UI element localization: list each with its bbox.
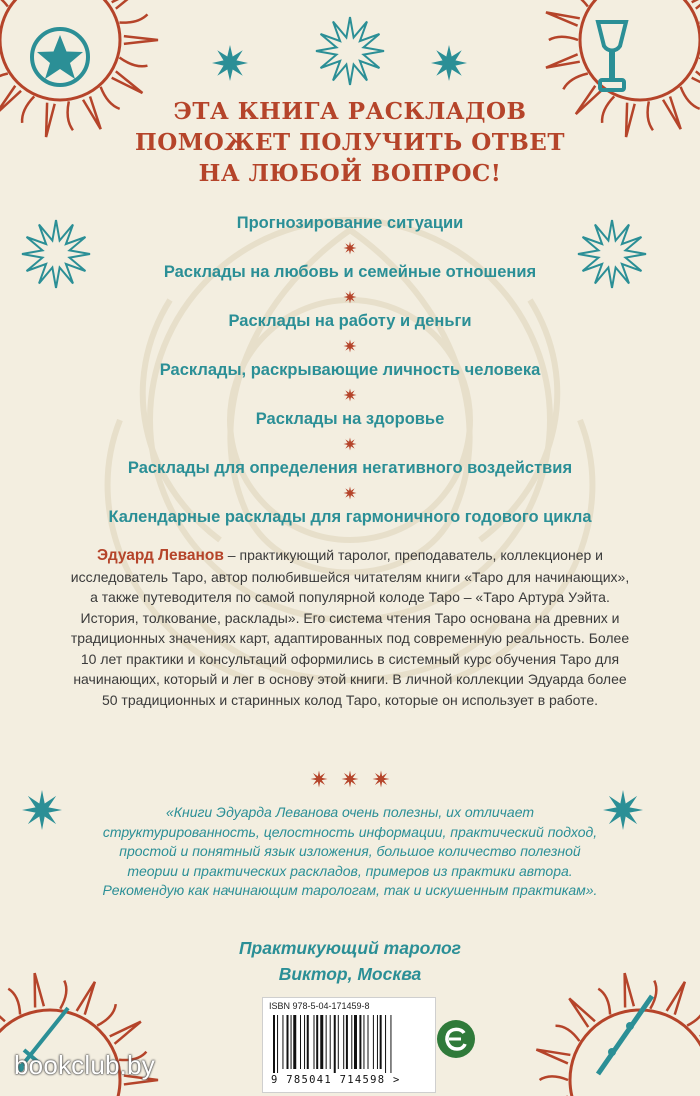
topic-item: Расклады для определения негативного воздействия	[127, 459, 573, 477]
topics-list	[0, 209, 700, 531]
topic-item: Расклады, раскрывающие личность человека	[159, 361, 541, 379]
isbn-label: ISBN 978-5-04-171459-8	[269, 1001, 370, 1011]
separator-star-icon	[0, 433, 700, 454]
separator-star-icon	[0, 237, 700, 258]
eksmo-logo-icon	[436, 1019, 476, 1059]
star-icon	[341, 770, 359, 788]
heading-line-3: НА ЛЮБОЙ ВОПРОС!	[198, 160, 502, 187]
cover-heading	[0, 96, 700, 189]
star-icon	[372, 770, 390, 788]
watermark: bookclub.by	[14, 1050, 155, 1080]
star-icon	[21, 789, 63, 831]
separator-star-icon	[0, 384, 700, 405]
review-author-name: Виктор, Москва	[278, 964, 422, 984]
star-outline-icon	[312, 13, 388, 89]
separator-star-icon	[0, 482, 700, 503]
pentacle-icon	[26, 23, 94, 91]
star-icon	[211, 44, 249, 82]
isbn-barcode-box	[262, 997, 436, 1093]
star-icon	[310, 770, 328, 788]
star-icon	[602, 789, 644, 831]
separator-star-icon	[0, 335, 700, 356]
topic-item: Прогнозирование ситуации	[236, 214, 464, 232]
topic-item: Календарные расклады для гармоничного годового цикла	[108, 508, 592, 526]
topic-item: Расклады на любовь и семейные отношения	[163, 263, 537, 281]
separator-star-icon	[0, 286, 700, 307]
barcode-digits: 9 785041 714598 >	[271, 1074, 401, 1086]
cup-icon	[592, 18, 632, 98]
star-icon	[430, 44, 468, 82]
review-author-title: Практикующий таролог	[238, 938, 462, 958]
three-stars-separator	[310, 770, 390, 794]
author-bio	[66, 545, 634, 710]
heading-line-2: ПОМОЖЕТ ПОЛУЧИТЬ ОТВЕТ	[135, 129, 565, 156]
bio-text: – практикующий таролог, преподаватель, коллекционер и исследователь Таро, автор полюбившейся читателям книги «Таро для начинающих», а также путеводителя по самой популярной колоде Таро – «Таро Артура Уэйта. История, толкование, расклады». Его система чтения Таро основана на древних и традиционных значениях карт, адаптированных под современную реальность. Более 10 лет практики и консультаций оформились в системный курс обучения Таро для начинающих, который и лег в основу этой книги. В личной коллекции Эдуарда более 50 традиционных и старинных колод Таро, которые он использует в работе.	[70, 547, 630, 708]
barcode	[273, 1015, 425, 1073]
review-quote: «Книги Эдуарда Леванова очень полезны, их отличает структурированность, целостность информации, практический подход, простой и понятный язык изложения, большое количество полезной теории и практических раскладов, примеров из практики автора. Рекомендую как начинающим тарологам, так и искушенным практикам».	[102, 804, 598, 898]
topic-item: Расклады на работу и деньги	[228, 312, 472, 330]
review-author	[150, 935, 550, 987]
wand-icon	[590, 990, 660, 1080]
heading-line-1: ЭТА КНИГА РАСКЛАДОВ	[173, 98, 527, 125]
topic-item: Расклады на здоровье	[255, 410, 445, 428]
author-name: Эдуард Леванов	[97, 547, 224, 564]
